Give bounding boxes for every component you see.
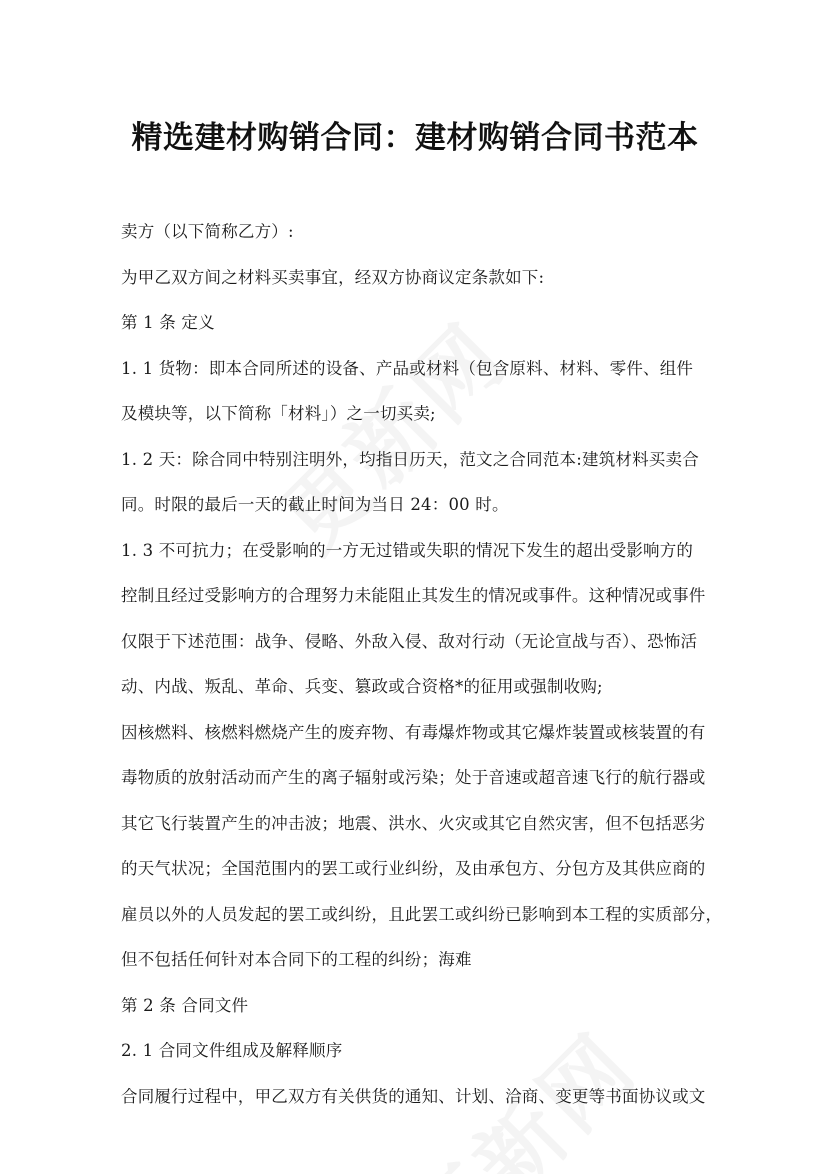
document-title: 精选建材购销合同：建材购销合同书范本 [131, 120, 699, 156]
text-line: 因核燃料、核燃料燃烧产生的废弃物、有毒爆炸物或其它爆炸装置或核装置的有 [121, 722, 706, 742]
text-line: 雇员以外的人员发起的罢工或纠纷，且此罢工或纠纷已影响到本工程的实质部分， [121, 904, 723, 924]
text-line: 及模块等，以下简称「材料」）之一切买卖; [121, 404, 436, 423]
text-line: 动、内战、叛乱、革命、兵变、篡政或合资格*的征用或强制收购; [121, 677, 603, 696]
text-line: 为甲乙双方间之材料买卖事宜，经双方协商议定条款如下: [121, 267, 545, 287]
section-heading: 第 1 条 定义 [121, 313, 215, 332]
text-line: 仅限于下述范围：战争、侵略、外敌入侵、敌对行动（无论宣战与否）、恐怖活 [121, 631, 698, 651]
text-line: 同。时限的最后一天的截止时间为当日 24：00 时。 [121, 495, 509, 514]
text-line: 1. 2 天：除合同中特别注明外，均指日历天，范文之合同范本:建筑材料买卖合 [121, 449, 699, 469]
text-line: 2. 1 合同文件组成及解释顺序 [121, 1041, 343, 1060]
document-body [121, 218, 721, 1128]
text-line: 1. 3 不可抗力；在受影响的一方无过错或失职的情况下发生的超出受影响方的 [121, 540, 694, 560]
text-line: 合同履行过程中，甲乙双方有关供货的通知、计划、洽商、变更等书面协议或文 [121, 1086, 706, 1106]
text-line: 毒物质的放射活动而产生的离子辐射或污染；处于音速或超音速飞行的航行器或 [121, 768, 706, 787]
text-line: 卖方（以下简称乙方）: [121, 222, 294, 241]
section-heading: 第 2 条 合同文件 [121, 995, 249, 1015]
text-line: 控制且经过受影响方的合理努力未能阻止其发生的情况或事件。这种情况或事件 [121, 586, 706, 605]
text-line: 1. 1 货物：即本合同所述的设备、产品或材料（包含原料、材料、零件、组件 [121, 358, 694, 378]
text-line: 但不包括任何针对本合同下的工程的纠纷；海难 [121, 950, 472, 969]
text-line: 其它飞行装置产生的冲击波；地震、洪水、火灾或其它自然灾害，但不包括恶劣 [121, 813, 706, 833]
text-line: 的天气状况；全国范围内的罢工或行业纠纷，及由承包方、分包方及其供应商的 [121, 859, 706, 878]
